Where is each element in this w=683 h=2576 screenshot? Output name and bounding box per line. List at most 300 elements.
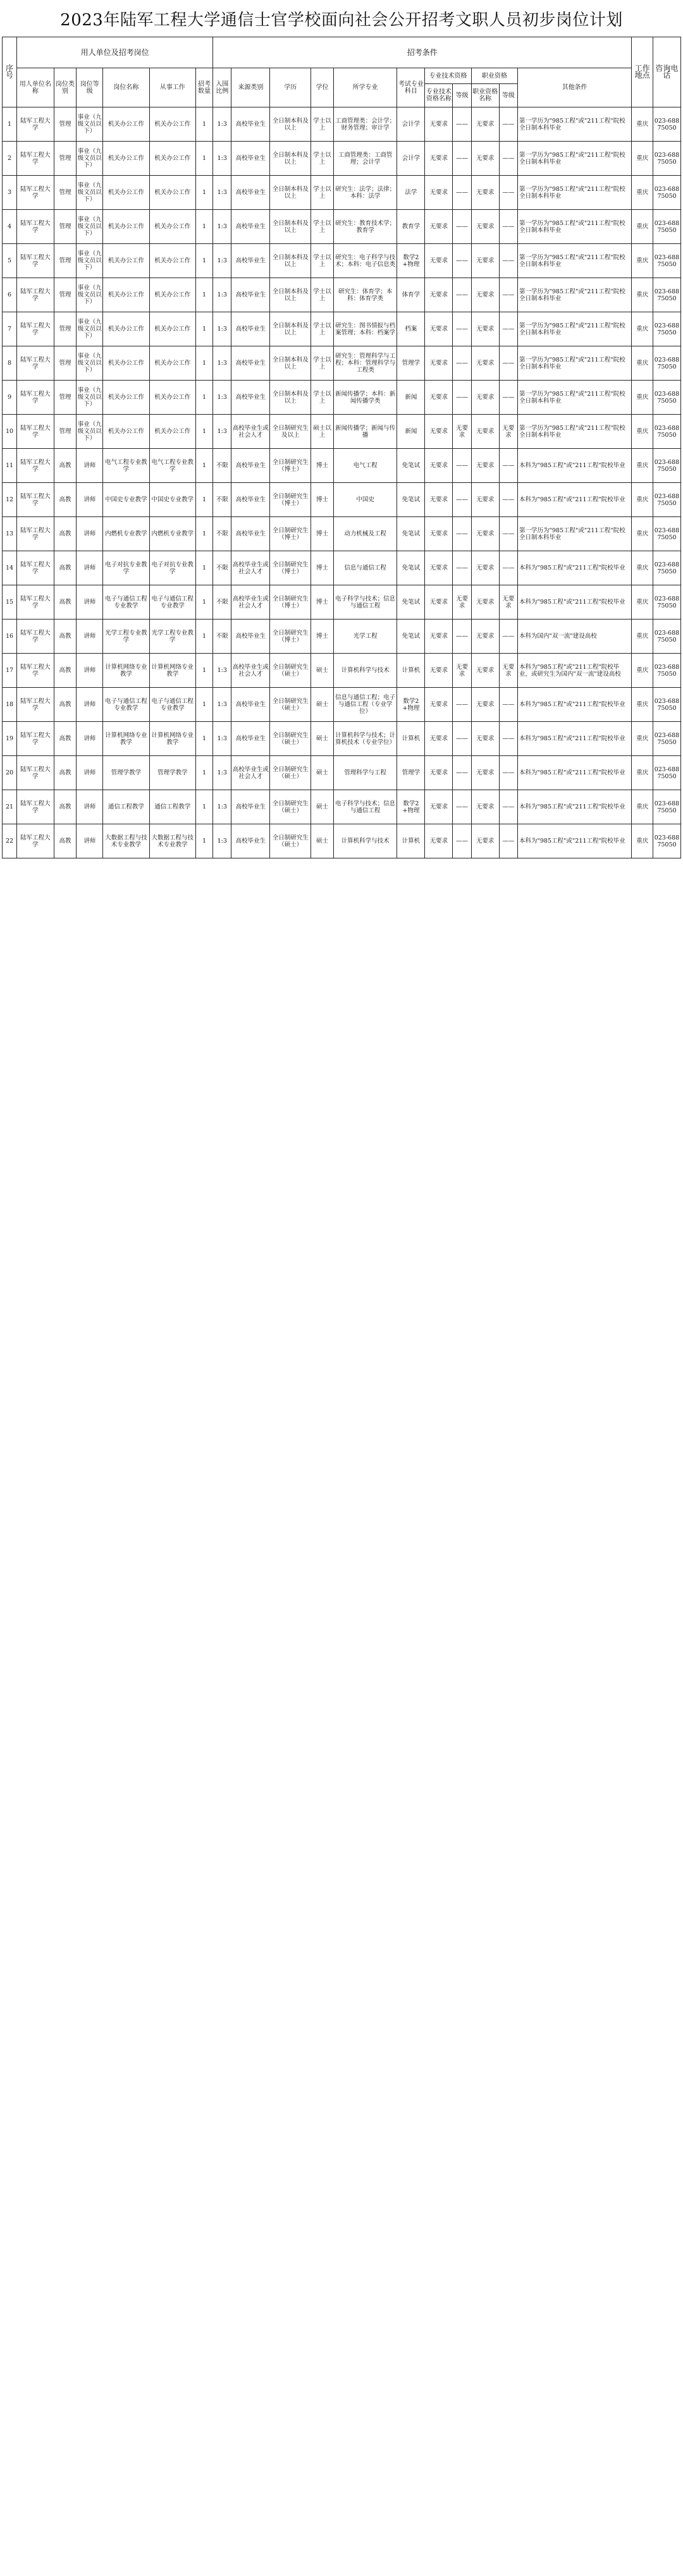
cell-level: 事业（九级文员以下） [77,312,103,346]
cell-source: 高校毕业生 [231,722,270,756]
cell-unit: 陆军工程大学 [17,210,54,244]
cell-phone: 023-68875050 [653,449,680,483]
header-tech-name: 专业技术资格名称 [425,84,453,107]
cell-major: 电子科学与技术；信息与通信工程 [333,790,397,824]
cell-tech-level: —— [453,142,471,176]
cell-source: 高校毕业生 [231,790,270,824]
cell-voc-level: —— [499,688,517,722]
cell-degree: 学士以上 [311,244,334,278]
cell-place: 重庆 [632,722,653,756]
cell-exam: 计算机 [397,654,425,688]
cell-degree: 学士以上 [311,346,334,381]
cell-other: 本科为"985工程"或"211工程"院校毕业 [518,688,632,722]
cell-exam: 免笔试 [397,551,425,585]
cell-major: 研究生：教育技术学；教育学 [333,210,397,244]
cell-place: 重庆 [632,824,653,858]
cell-work: 机关办公工作 [149,278,195,312]
cell-phone: 023-68875050 [653,517,680,551]
cell-place: 重庆 [632,551,653,585]
cell-work: 电子对抗专业教学 [149,551,195,585]
cell-edu: 全日制本科及以上 [270,312,311,346]
cell-place: 重庆 [632,142,653,176]
cell-voc-level: 无要求 [499,585,517,620]
cell-tech-level: 无要求 [453,654,471,688]
cell-major: 研究生：体育学；本科：体育学类 [333,278,397,312]
cell-edu: 全日制研究生（硕士） [270,722,311,756]
cell-post: 机关办公工作 [103,244,149,278]
cell-degree: 学士以上 [311,176,334,210]
cell-level: 讲师 [77,756,103,790]
cell-source: 高校毕业生 [231,824,270,858]
cell-major: 研究生：法学；法律；本科：法学 [333,176,397,210]
cell-voc-name: 无要求 [471,312,499,346]
cell-level: 事业（九级文员以下） [77,176,103,210]
cell-phone: 023-68875050 [653,312,680,346]
cell-phone: 023-68875050 [653,790,680,824]
header-tech-level: 等级 [453,84,471,107]
table-row [3,517,681,551]
cell-major: 计算机科学与技术 [333,824,397,858]
cell-level: 讲师 [77,722,103,756]
cell-source: 高校毕业生 [231,210,270,244]
cell-category: 高教 [54,449,77,483]
cell-post: 通信工程教学 [103,790,149,824]
cell-other: 第一学历为"985工程"或"211工程"院校全日制本科毕业 [518,346,632,381]
cell-work: 机关办公工作 [149,107,195,142]
cell-place: 重庆 [632,210,653,244]
cell-source: 高校毕业生 [231,346,270,381]
cell-level: 事业（九级文员以下） [77,107,103,142]
cell-degree: 博士 [311,483,334,517]
cell-other: 第一学历为"985工程"或"211工程"院校全日制本科毕业 [518,415,632,449]
header-level: 岗位等级 [77,68,103,107]
table-row [3,176,681,210]
cell-degree: 博士 [311,551,334,585]
cell-tech-name: 无要求 [425,107,453,142]
cell-seq: 13 [3,517,17,551]
cell-ratio: 不限 [213,585,231,620]
cell-exam: 档案 [397,312,425,346]
cell-unit: 陆军工程大学 [17,483,54,517]
table-row [3,551,681,585]
cell-other: 第一学历为"985工程"或"211工程"院校全日制本科毕业 [518,107,632,142]
cell-other: 第一学历为"985工程"或"211工程"院校全日制本科毕业 [518,381,632,415]
cell-work: 机关办公工作 [149,210,195,244]
cell-work: 中国史专业教学 [149,483,195,517]
cell-degree: 硕士 [311,654,334,688]
cell-edu: 全日制本科及以上 [270,210,311,244]
cell-voc-name: 无要求 [471,551,499,585]
cell-voc-level: —— [499,620,517,654]
cell-phone: 023-68875050 [653,278,680,312]
cell-post: 电子与通信工程专业教学 [103,585,149,620]
cell-category: 管理 [54,210,77,244]
cell-category: 管理 [54,278,77,312]
cell-major: 研究生：管理科学与工程；本科：管理科学与工程类 [333,346,397,381]
cell-tech-name: 无要求 [425,688,453,722]
cell-category: 高教 [54,824,77,858]
cell-other: 第一学历为"985工程"或"211工程"院校全日制本科毕业 [518,244,632,278]
cell-voc-level: —— [499,790,517,824]
cell-num: 1 [195,210,212,244]
cell-place: 重庆 [632,654,653,688]
cell-num: 1 [195,483,212,517]
cell-unit: 陆军工程大学 [17,415,54,449]
cell-other: 第一学历为"985工程"或"211工程"院校全日制本科毕业 [518,312,632,346]
cell-tech-name: 无要求 [425,278,453,312]
cell-ratio: 1:3 [213,346,231,381]
cell-level: 讲师 [77,483,103,517]
cell-phone: 023-68875050 [653,756,680,790]
cell-seq: 5 [3,244,17,278]
cell-place: 重庆 [632,244,653,278]
cell-major: 计算机科学与技术；计算机技术（专业学位） [333,722,397,756]
cell-tech-level: 无要求 [453,415,471,449]
cell-tech-name: 无要求 [425,483,453,517]
header-place: 工作地点 [632,37,653,107]
cell-seq: 6 [3,278,17,312]
cell-level: 讲师 [77,688,103,722]
cell-unit: 陆军工程大学 [17,517,54,551]
cell-phone: 023-68875050 [653,722,680,756]
cell-tech-level: —— [453,449,471,483]
cell-tech-name: 无要求 [425,415,453,449]
cell-tech-level: —— [453,278,471,312]
cell-exam: 计算机 [397,722,425,756]
cell-unit: 陆军工程大学 [17,688,54,722]
cell-work: 内燃机专业教学 [149,517,195,551]
cell-edu: 全日制本科及以上 [270,244,311,278]
cell-tech-level: —— [453,346,471,381]
cell-other: 第一学历为"985工程"或"211工程"院校全日制本科毕业 [518,517,632,551]
cell-place: 重庆 [632,278,653,312]
cell-major: 中国史 [333,483,397,517]
table-row [3,790,681,824]
cell-voc-name: 无要求 [471,210,499,244]
table-row [3,756,681,790]
cell-tech-name: 无要求 [425,517,453,551]
cell-post: 计算机网络专业教学 [103,722,149,756]
cell-num: 1 [195,142,212,176]
cell-seq: 16 [3,620,17,654]
cell-post: 机关办公工作 [103,415,149,449]
cell-level: 事业（九级文员以下） [77,210,103,244]
cell-other: 第一学历为"985工程"或"211工程"院校全日制本科毕业 [518,142,632,176]
cell-num: 1 [195,722,212,756]
cell-exam: 法学 [397,176,425,210]
cell-phone: 023-68875050 [653,210,680,244]
table-row [3,346,681,381]
cell-degree: 博士 [311,620,334,654]
cell-source: 高校毕业生 [231,312,270,346]
cell-place: 重庆 [632,449,653,483]
cell-category: 高教 [54,620,77,654]
cell-work: 机关办公工作 [149,244,195,278]
cell-exam: 免笔试 [397,620,425,654]
cell-degree: 硕士 [311,688,334,722]
cell-ratio: 不限 [213,551,231,585]
cell-work: 管理学教学 [149,756,195,790]
cell-seq: 19 [3,722,17,756]
cell-work: 大数据工程与技术专业教学 [149,824,195,858]
cell-other: 本科为"985工程"或"211工程"院校毕业 [518,483,632,517]
header-unit-group: 用人单位及招考岗位 [17,37,213,68]
header-voc-name: 职业资格名称 [471,84,499,107]
cell-edu: 全日制研究生（硕士） [270,688,311,722]
cell-degree: 博士 [311,585,334,620]
cell-other: 本科为国内"双一流"建设高校 [518,620,632,654]
cell-work: 机关办公工作 [149,176,195,210]
cell-tech-level: —— [453,551,471,585]
cell-degree: 硕士以上 [311,415,334,449]
cell-seq: 18 [3,688,17,722]
cell-edu: 全日制研究生（硕士） [270,756,311,790]
cell-source: 高校毕业生 [231,176,270,210]
cell-degree: 学士以上 [311,210,334,244]
cell-seq: 20 [3,756,17,790]
cell-tech-level: —— [453,620,471,654]
cell-degree: 硕士 [311,722,334,756]
cell-phone: 023-68875050 [653,654,680,688]
cell-exam: 新闻 [397,381,425,415]
table-row [3,381,681,415]
cell-work: 电子与通信工程专业教学 [149,688,195,722]
cell-voc-level: —— [499,142,517,176]
cell-tech-name: 无要求 [425,449,453,483]
cell-post: 机关办公工作 [103,142,149,176]
cell-voc-name: 无要求 [471,756,499,790]
cell-num: 1 [195,107,212,142]
cell-seq: 22 [3,824,17,858]
cell-voc-name: 无要求 [471,142,499,176]
cell-major: 研究生：图书情报与档案管理；本科：档案学 [333,312,397,346]
cell-edu: 全日制研究生（硕士） [270,824,311,858]
cell-voc-level: —— [499,176,517,210]
cell-category: 高教 [54,585,77,620]
cell-place: 重庆 [632,585,653,620]
cell-ratio: 1:3 [213,142,231,176]
table-body [3,107,681,858]
cell-place: 重庆 [632,790,653,824]
cell-ratio: 1:3 [213,107,231,142]
cell-other: 本科为"985工程"或"211工程"院校毕业 [518,790,632,824]
cell-source: 高校毕业生或社会人才 [231,756,270,790]
cell-post: 机关办公工作 [103,107,149,142]
cell-num: 1 [195,346,212,381]
header-seq: 序号 [3,37,17,107]
cell-edu: 全日制研究生（博士） [270,483,311,517]
cell-place: 重庆 [632,517,653,551]
cell-seq: 1 [3,107,17,142]
cell-num: 1 [195,824,212,858]
cell-exam: 数学2+物理 [397,790,425,824]
cell-tech-name: 无要求 [425,620,453,654]
cell-phone: 023-68875050 [653,142,680,176]
cell-tech-name: 无要求 [425,346,453,381]
cell-ratio: 1:3 [213,722,231,756]
header-degree: 学位 [311,68,334,107]
header-edu: 学历 [270,68,311,107]
cell-voc-name: 无要求 [471,449,499,483]
cell-source: 高校毕业生 [231,483,270,517]
cell-source: 高校毕业生 [231,688,270,722]
cell-voc-level: —— [499,722,517,756]
cell-edu: 全日制研究生（博士） [270,551,311,585]
cell-place: 重庆 [632,756,653,790]
cell-other: 本科为"985工程"或"211工程"院校毕业，或研究生为国内"双一流"建设高校 [518,654,632,688]
cell-unit: 陆军工程大学 [17,346,54,381]
cell-phone: 023-68875050 [653,346,680,381]
cell-ratio: 1:3 [213,210,231,244]
cell-category: 高教 [54,756,77,790]
cell-unit: 陆军工程大学 [17,176,54,210]
table-row [3,142,681,176]
cell-degree: 学士以上 [311,107,334,142]
cell-place: 重庆 [632,688,653,722]
cell-work: 机关办公工作 [149,142,195,176]
cell-phone: 023-68875050 [653,551,680,585]
cell-post: 机关办公工作 [103,210,149,244]
cell-tech-level: 无要求 [453,585,471,620]
cell-post: 机关办公工作 [103,312,149,346]
cell-voc-level: —— [499,449,517,483]
cell-place: 重庆 [632,620,653,654]
cell-phone: 023-68875050 [653,585,680,620]
cell-major: 光学工程 [333,620,397,654]
cell-seq: 8 [3,346,17,381]
cell-voc-name: 无要求 [471,585,499,620]
cell-voc-name: 无要求 [471,244,499,278]
cell-work: 计算机网络专业教学 [149,722,195,756]
table-row [3,688,681,722]
cell-ratio: 1:3 [213,415,231,449]
cell-exam: 新闻 [397,415,425,449]
cell-major: 研究生：电子科学与技术；本科：电子信息类 [333,244,397,278]
cell-seq: 2 [3,142,17,176]
cell-major: 电子科学与技术；信息与通信工程 [333,585,397,620]
cell-edu: 全日制本科及以上 [270,142,311,176]
cell-seq: 15 [3,585,17,620]
cell-category: 高教 [54,654,77,688]
cell-voc-level: —— [499,756,517,790]
cell-category: 高教 [54,722,77,756]
cell-post: 机关办公工作 [103,381,149,415]
cell-ratio: 1:3 [213,790,231,824]
cell-tech-level: —— [453,107,471,142]
header-source: 来源类别 [231,68,270,107]
header-vocation-group: 职业资格 [471,68,517,84]
cell-exam: 教育学 [397,210,425,244]
cell-major: 动力机械及工程 [333,517,397,551]
cell-num: 1 [195,654,212,688]
cell-source: 高校毕业生 [231,449,270,483]
cell-post: 大数据工程与技术专业教学 [103,824,149,858]
cell-degree: 硕士 [311,756,334,790]
cell-unit: 陆军工程大学 [17,107,54,142]
cell-seq: 10 [3,415,17,449]
cell-voc-name: 无要求 [471,176,499,210]
cell-ratio: 1:3 [213,381,231,415]
cell-category: 高教 [54,483,77,517]
cell-tech-name: 无要求 [425,551,453,585]
cell-source: 高校毕业生 [231,244,270,278]
cell-seq: 9 [3,381,17,415]
cell-category: 管理 [54,142,77,176]
cell-seq: 4 [3,210,17,244]
cell-edu: 全日制本科及以上 [270,278,311,312]
cell-voc-name: 无要求 [471,415,499,449]
cell-other: 本科为"985工程"或"211工程"院校毕业 [518,551,632,585]
cell-degree: 学士以上 [311,381,334,415]
table-row [3,620,681,654]
cell-post: 光学工程专业教学 [103,620,149,654]
cell-voc-name: 无要求 [471,278,499,312]
cell-category: 高教 [54,551,77,585]
cell-voc-name: 无要求 [471,381,499,415]
cell-voc-level: —— [499,483,517,517]
cell-voc-name: 无要求 [471,654,499,688]
cell-ratio: 不限 [213,449,231,483]
cell-place: 重庆 [632,381,653,415]
cell-ratio: 1:3 [213,312,231,346]
cell-phone: 023-68875050 [653,620,680,654]
cell-source: 高校毕业生 [231,142,270,176]
cell-tech-level: —— [453,244,471,278]
cell-ratio: 1:3 [213,176,231,210]
cell-tech-name: 无要求 [425,654,453,688]
cell-place: 重庆 [632,312,653,346]
page-title: 2023年陆军工程大学通信士官学校面向社会公开招考文职人员初步岗位计划 [60,10,623,30]
cell-source: 高校毕业生 [231,381,270,415]
cell-ratio: 1:3 [213,688,231,722]
cell-unit: 陆军工程大学 [17,620,54,654]
cell-seq: 17 [3,654,17,688]
cell-voc-name: 无要求 [471,790,499,824]
cell-tech-name: 无要求 [425,244,453,278]
cell-tech-level: —— [453,312,471,346]
cell-level: 事业（九级文员以下） [77,142,103,176]
cell-voc-level: —— [499,107,517,142]
cell-voc-level: —— [499,312,517,346]
table-row [3,654,681,688]
cell-category: 管理 [54,415,77,449]
cell-post: 内燃机专业教学 [103,517,149,551]
cell-other: 本科为"985工程"或"211工程"院校毕业 [518,449,632,483]
cell-tech-level: —— [453,824,471,858]
cell-phone: 023-68875050 [653,244,680,278]
header-ratio: 入围比例 [213,68,231,107]
cell-voc-level: —— [499,244,517,278]
cell-voc-name: 无要求 [471,483,499,517]
cell-tech-name: 无要求 [425,756,453,790]
cell-work: 机关办公工作 [149,415,195,449]
cell-unit: 陆军工程大学 [17,790,54,824]
cell-work: 光学工程专业教学 [149,620,195,654]
cell-level: 讲师 [77,620,103,654]
cell-level: 事业（九级文员以下） [77,244,103,278]
header-category: 岗位类别 [54,68,77,107]
cell-unit: 陆军工程大学 [17,551,54,585]
cell-ratio: 1:3 [213,824,231,858]
header-post: 岗位名称 [103,68,149,107]
cell-post: 管理学教学 [103,756,149,790]
cell-tech-level: —— [453,790,471,824]
cell-post: 电子对抗专业教学 [103,551,149,585]
cell-voc-level: —— [499,210,517,244]
cell-num: 1 [195,176,212,210]
cell-level: 讲师 [77,517,103,551]
cell-edu: 全日制本科及以上 [270,381,311,415]
